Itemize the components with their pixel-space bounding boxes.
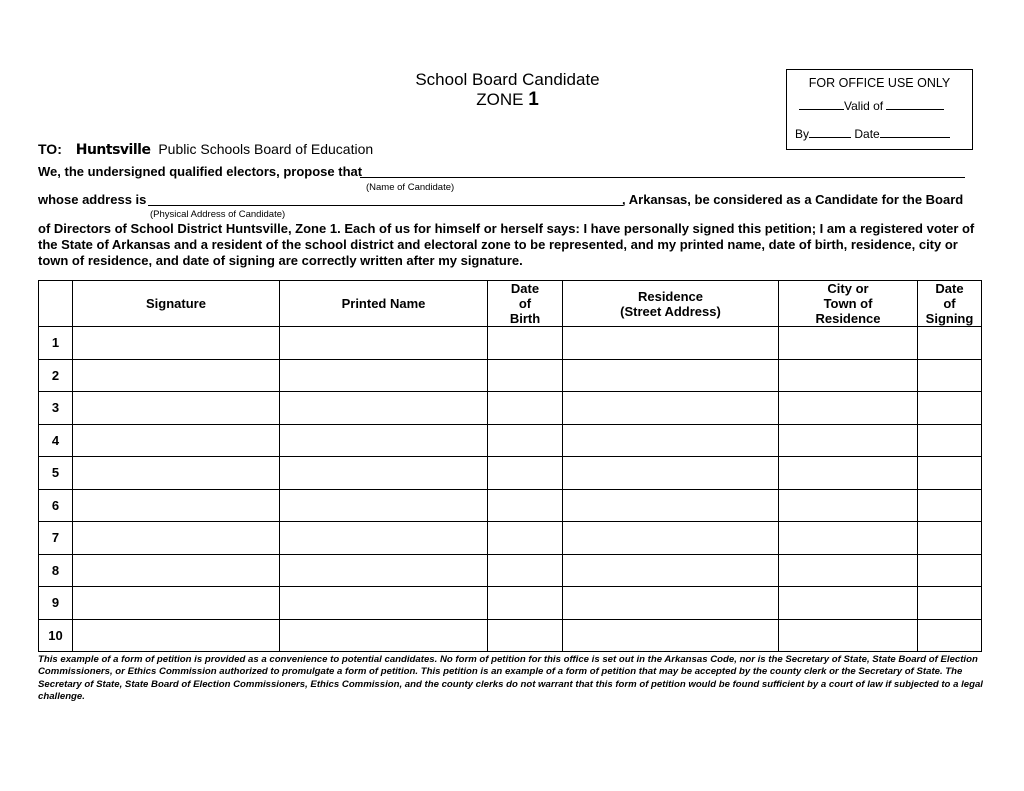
header-printed-name: Printed Name bbox=[280, 281, 488, 327]
office-use-box bbox=[786, 69, 973, 150]
table-row bbox=[39, 392, 982, 425]
header-dos-line: Signing bbox=[925, 311, 974, 326]
date-of-birth-cell[interactable] bbox=[488, 359, 563, 392]
residence-cell[interactable] bbox=[563, 457, 779, 490]
to-line bbox=[38, 141, 373, 158]
residence-cell[interactable] bbox=[563, 327, 779, 360]
by-blank bbox=[809, 127, 851, 138]
printed-name-cell[interactable] bbox=[280, 392, 488, 425]
candidate-address-line[interactable] bbox=[148, 205, 623, 206]
header-res-line: Residence bbox=[637, 288, 704, 304]
declaration-paragraph bbox=[38, 221, 978, 269]
header-dob-line: Birth bbox=[509, 311, 541, 326]
header-signature: Signature bbox=[73, 281, 280, 327]
signature-cell[interactable] bbox=[73, 392, 280, 425]
date-of-signing-cell[interactable] bbox=[918, 424, 982, 457]
candidate-name-caption: (Name of Candidate) bbox=[366, 182, 455, 193]
city-cell[interactable] bbox=[779, 522, 918, 555]
declaration-zone: 1 bbox=[329, 221, 338, 236]
table-row bbox=[39, 522, 982, 555]
date-of-signing-cell[interactable] bbox=[918, 522, 982, 555]
signature-table bbox=[38, 280, 982, 652]
header-date-of-signing bbox=[918, 281, 982, 327]
city-cell[interactable] bbox=[779, 489, 918, 522]
printed-name-cell[interactable] bbox=[280, 327, 488, 360]
residence-cell[interactable] bbox=[563, 522, 779, 555]
city-cell[interactable] bbox=[779, 424, 918, 457]
date-label: Date bbox=[854, 127, 880, 141]
declaration-part-2: , Zone bbox=[287, 221, 327, 236]
valid-count-blank bbox=[799, 99, 844, 110]
zone-number: 1 bbox=[528, 89, 539, 110]
printed-name-cell[interactable] bbox=[280, 457, 488, 490]
city-cell[interactable] bbox=[779, 587, 918, 620]
date-of-birth-cell[interactable] bbox=[488, 424, 563, 457]
date-of-birth-cell[interactable] bbox=[488, 619, 563, 652]
city-cell[interactable] bbox=[779, 327, 918, 360]
address-lead: whose address is bbox=[38, 192, 147, 207]
date-of-signing-cell[interactable] bbox=[918, 587, 982, 620]
signature-cell[interactable] bbox=[73, 457, 280, 490]
date-of-birth-cell[interactable] bbox=[488, 522, 563, 555]
zone-line bbox=[380, 90, 635, 110]
header-dos-line: Date bbox=[935, 281, 964, 296]
candidate-address-caption: (Physical Address of Candidate) bbox=[150, 209, 286, 220]
row-number: 10 bbox=[39, 619, 73, 652]
row-number: 5 bbox=[39, 457, 73, 490]
valid-of-label: Valid of bbox=[844, 99, 884, 113]
zone-label: ZONE bbox=[476, 90, 524, 109]
signature-cell[interactable] bbox=[73, 587, 280, 620]
signature-cell[interactable] bbox=[73, 359, 280, 392]
date-of-signing-cell[interactable] bbox=[918, 457, 982, 490]
date-of-signing-cell[interactable] bbox=[918, 489, 982, 522]
candidate-name-line[interactable] bbox=[360, 177, 965, 178]
date-of-birth-cell[interactable] bbox=[488, 392, 563, 425]
header-date-of-birth bbox=[488, 281, 563, 327]
row-number: 3 bbox=[39, 392, 73, 425]
header-dob-line: of bbox=[518, 296, 532, 311]
table-row bbox=[39, 457, 982, 490]
residence-cell[interactable] bbox=[563, 392, 779, 425]
table-row bbox=[39, 359, 982, 392]
date-of-birth-cell[interactable] bbox=[488, 327, 563, 360]
title-line: School Board Candidate bbox=[415, 70, 600, 89]
date-of-signing-cell[interactable] bbox=[918, 327, 982, 360]
by-label: By bbox=[795, 127, 810, 141]
date-of-signing-cell[interactable] bbox=[918, 392, 982, 425]
district-name: Huntsville bbox=[75, 142, 151, 158]
date-of-signing-cell[interactable] bbox=[918, 554, 982, 587]
row-number: 9 bbox=[39, 587, 73, 620]
residence-cell[interactable] bbox=[563, 359, 779, 392]
declaration-part-3: . Each of us for himself or herself says: I have personally signed this petition; I am a registered voter of the State of Arkansas and a resident of the school district and electoral zone to be represented, and my printed name, date of birth, residence, city or town of residence, and date of signing are correctly written after my signature. bbox=[38, 221, 975, 268]
city-cell[interactable] bbox=[779, 359, 918, 392]
printed-name-cell[interactable] bbox=[280, 489, 488, 522]
header-city-line: Town of bbox=[823, 296, 873, 311]
date-of-birth-cell[interactable] bbox=[488, 554, 563, 587]
date-blank bbox=[880, 127, 950, 138]
valid-of-field bbox=[799, 99, 944, 113]
table-row bbox=[39, 619, 982, 652]
propose-text: We, the undersigned qualified electors, propose that bbox=[38, 164, 363, 179]
row-number: 6 bbox=[39, 489, 73, 522]
city-cell[interactable] bbox=[779, 619, 918, 652]
signature-cell[interactable] bbox=[73, 554, 280, 587]
residence-cell[interactable] bbox=[563, 489, 779, 522]
office-use-title: FOR OFFICE USE ONLY bbox=[808, 76, 951, 90]
residence-cell[interactable] bbox=[563, 424, 779, 457]
city-cell[interactable] bbox=[779, 554, 918, 587]
header-residence bbox=[563, 281, 779, 327]
date-of-birth-cell[interactable] bbox=[488, 587, 563, 620]
city-cell[interactable] bbox=[779, 457, 918, 490]
date-of-signing-cell[interactable] bbox=[918, 619, 982, 652]
table-row bbox=[39, 587, 982, 620]
table-row bbox=[39, 424, 982, 457]
signature-cell[interactable] bbox=[73, 522, 280, 555]
signature-cell[interactable] bbox=[73, 327, 280, 360]
address-tail: , Arkansas, be considered as a Candidate for the Board bbox=[622, 192, 964, 207]
board-name: Public Schools Board of Education bbox=[158, 141, 374, 157]
header-city-line: Residence bbox=[815, 311, 881, 326]
date-of-birth-cell[interactable] bbox=[488, 489, 563, 522]
printed-name-cell[interactable] bbox=[280, 619, 488, 652]
header-number bbox=[39, 281, 73, 327]
signature-cell[interactable] bbox=[73, 619, 280, 652]
printed-name-cell[interactable] bbox=[280, 587, 488, 620]
row-number: 4 bbox=[39, 424, 73, 457]
printed-name-cell[interactable] bbox=[280, 554, 488, 587]
header-city bbox=[779, 281, 918, 327]
declaration-district: Huntsville bbox=[225, 221, 288, 236]
header-dos-line: of bbox=[943, 296, 956, 311]
date-of-birth-cell[interactable] bbox=[488, 457, 563, 490]
row-number: 1 bbox=[39, 327, 73, 360]
by-date-field bbox=[795, 127, 950, 141]
table-header-row bbox=[39, 281, 982, 327]
document-title bbox=[380, 70, 635, 110]
city-cell[interactable] bbox=[779, 392, 918, 425]
table-row bbox=[39, 489, 982, 522]
header-dob-line: Date bbox=[510, 281, 540, 296]
valid-of-blank bbox=[886, 99, 944, 110]
disclaimer-text: This example of a form of petition is provided as a convenience to potential candidates. No form of petition for this office is set out in the Arkansas Code, nor is the Secretary of State, State Board of Election Commissioners, or Ethics Commission authorized to promulgate a form of petition. This petition is an example of a form of petition that may be accepted by the county clerk or the Secretary of State. The Secretary of State, State Board of Election Commissioners, Ethics Commission, and the county clerks do not warrant that this form of petition would be found sufficient by a court of law if subjected to a legal challenge. bbox=[38, 654, 983, 702]
header-res-line: (Street Address) bbox=[620, 303, 721, 319]
row-number: 7 bbox=[39, 522, 73, 555]
row-number: 2 bbox=[39, 359, 73, 392]
printed-name-cell[interactable] bbox=[280, 359, 488, 392]
row-number: 8 bbox=[39, 554, 73, 587]
residence-cell[interactable] bbox=[563, 619, 779, 652]
printed-name-cell[interactable] bbox=[280, 522, 488, 555]
printed-name-cell[interactable] bbox=[280, 424, 488, 457]
residence-cell[interactable] bbox=[563, 554, 779, 587]
table-row bbox=[39, 554, 982, 587]
declaration-part-1: of Directors of School District bbox=[38, 221, 223, 236]
date-of-signing-cell[interactable] bbox=[918, 359, 982, 392]
to-label: TO: bbox=[38, 141, 62, 157]
header-city-line: City or bbox=[827, 281, 869, 296]
signature-cell[interactable] bbox=[73, 424, 280, 457]
table-row bbox=[39, 327, 982, 360]
signature-cell[interactable] bbox=[73, 489, 280, 522]
residence-cell[interactable] bbox=[563, 587, 779, 620]
